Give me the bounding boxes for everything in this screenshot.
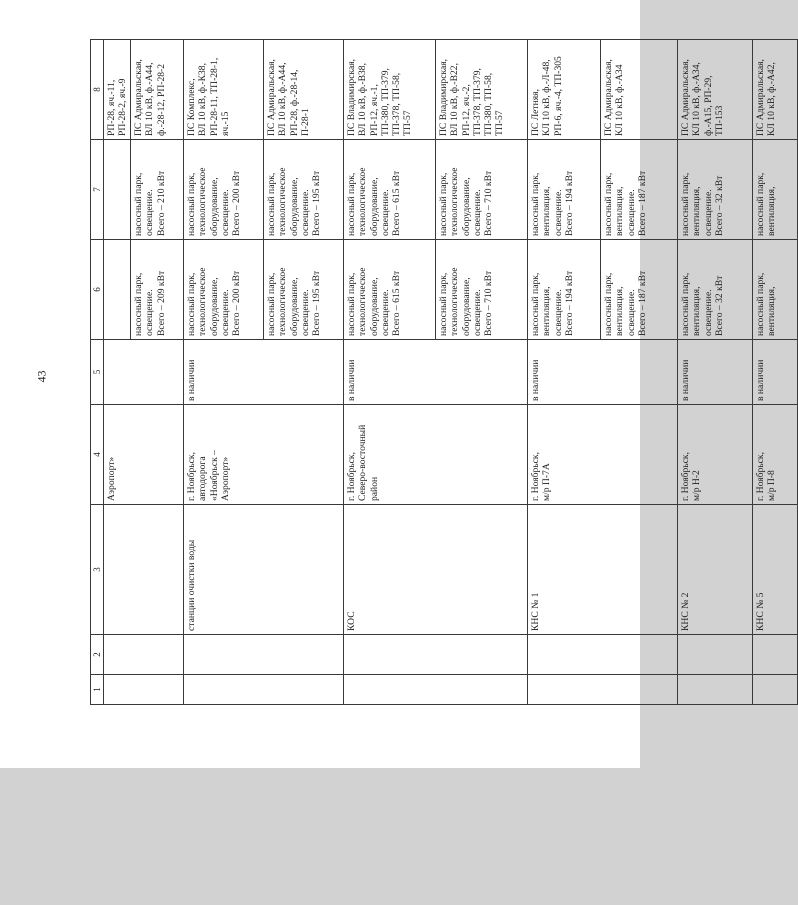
cell-line: Всего – 187 кВт — [636, 270, 648, 336]
cell-line: КЛ 10 кВ, ф.-А34, — [691, 62, 703, 136]
cell-line: оборудование, — [368, 277, 380, 336]
cell-line: технологическое — [357, 167, 369, 236]
load-cell — [528, 240, 601, 340]
col1-cell — [184, 675, 344, 705]
cell-line: Аэропорт» — [106, 456, 117, 501]
cell-line: м/р П-8 — [766, 470, 778, 501]
col2-cell — [528, 635, 678, 675]
cell-line: насосный парк, — [755, 172, 767, 236]
consumption-cell — [528, 140, 601, 240]
cell-line: г. Ноябрьск, — [530, 452, 542, 501]
cell-line: яч.-15 — [219, 111, 231, 136]
facility-location-cell — [528, 405, 678, 505]
cell-line: ПС Адмиральская, — [755, 59, 767, 136]
table-row — [344, 40, 436, 705]
cell-line: Всего – 32 кВт — [713, 175, 725, 236]
availability-cell: в наличии — [344, 340, 528, 405]
col2-cell — [753, 635, 798, 675]
availability-cell: в наличии — [678, 340, 753, 405]
facility-name-cell: КНС № 5 — [753, 505, 798, 635]
col-number: 8 — [91, 40, 104, 140]
col2-cell — [344, 635, 528, 675]
rotated-table-wrapper — [90, 40, 778, 705]
load-cell — [104, 240, 131, 340]
consumption-cell — [678, 140, 753, 240]
cell-line: насосный парк, — [530, 172, 542, 236]
cell-line: насосный парк, — [186, 172, 198, 236]
cell-line: ПС Владимирская, — [438, 58, 450, 136]
power-source-cell — [344, 40, 436, 140]
cell-line: освещение. — [219, 189, 231, 236]
cell-line: Всего – 195 кВт — [310, 170, 322, 236]
power-source-cell — [528, 40, 601, 140]
facility-table — [90, 39, 798, 705]
cell-line: РП-28-2, яч.-9 — [117, 78, 129, 136]
cell-line: ПС Летняя, — [530, 89, 542, 136]
table-row — [678, 40, 753, 705]
facility-name-cell: КНС № 2 — [678, 505, 753, 635]
cell-line: ПС Владимирская, — [346, 58, 358, 136]
cell-line: насосный парк, — [186, 272, 198, 336]
cell-line: освещение. — [625, 189, 637, 236]
col-number: 6 — [91, 240, 104, 340]
col1-cell — [753, 675, 798, 705]
col-number: 2 — [91, 635, 104, 675]
cell-line: ВЛ 10 кВ, ф.-В22, — [449, 63, 461, 136]
col2-cell — [678, 635, 753, 675]
cell-line: освещение. — [702, 289, 714, 336]
cell-line: оборудование, — [288, 277, 300, 336]
consumption-cell — [264, 140, 344, 240]
cell-line: вентиляция, — [691, 186, 703, 236]
cell-line: Всего – 194 кВт — [563, 170, 575, 236]
cell-line: г. Ноябрьск, — [680, 452, 692, 501]
column-number-row — [91, 40, 104, 705]
cell-line: ТП-153 — [713, 105, 725, 136]
cell-line: ПС Адмиральская, — [603, 59, 615, 136]
cell-line: ТП-57 — [493, 110, 505, 136]
power-source-cell — [131, 40, 184, 140]
cell-line: оборудование, — [288, 177, 300, 236]
col2-cell — [104, 635, 184, 675]
facility-name-cell: КОС — [344, 505, 528, 635]
cell-line: Всего – 210 кВт — [155, 170, 167, 236]
cell-line: РП-28, ф.-28-14, — [288, 69, 300, 136]
cell-line: район — [368, 476, 380, 501]
cell-line: ПС Адмиральская, — [266, 59, 278, 136]
cell-line: насосный парк, — [346, 172, 358, 236]
load-cell — [264, 240, 344, 340]
cell-line: освещение. — [702, 189, 714, 236]
availability-cell — [104, 340, 184, 405]
cell-line: КЛ 10 кВ, ф.-Л-48, — [541, 59, 553, 136]
cell-line: г. Ноябрьск, — [186, 452, 198, 501]
cell-line: РП-12, яч.-2, — [460, 84, 472, 136]
cell-line: освещение. — [144, 189, 156, 236]
cell-line: освещение. — [144, 289, 156, 336]
cell-line: насосный парк, — [438, 272, 450, 336]
cell-line: вентиляция, — [541, 286, 553, 336]
cell-line: оборудование, — [368, 177, 380, 236]
cell-line: технологическое — [197, 167, 209, 236]
cell-line: освещение. — [219, 289, 231, 336]
cell-line: освещение. — [552, 289, 564, 336]
cell-line: насосный парк, — [133, 272, 145, 336]
power-source-cell — [678, 40, 753, 140]
cell-line: ВЛ 10 кВ, ф.-А44, — [144, 62, 156, 136]
cell-line: РП-12, яч.-1, — [368, 84, 380, 136]
facility-location-cell — [753, 405, 798, 505]
cell-line: ПС Комплекс, — [186, 78, 198, 136]
col1-cell — [104, 675, 184, 705]
consumption-cell — [104, 140, 131, 240]
cell-line: Всего – 195 кВт — [310, 270, 322, 336]
cell-line: освещение. — [379, 189, 391, 236]
cell-line: насосный парк, — [438, 172, 450, 236]
cell-line: оборудование, — [208, 177, 220, 236]
availability-cell: в наличии — [184, 340, 344, 405]
cell-line: освещение. — [552, 189, 564, 236]
cell-line: технологическое — [449, 267, 461, 336]
consumption-cell — [184, 140, 264, 240]
col-number: 4 — [91, 405, 104, 505]
col-number: 1 — [91, 675, 104, 705]
cell-line: освещение. — [299, 189, 311, 236]
cell-line: освещение. — [625, 289, 637, 336]
cell-line: Всего – 200 кВт — [230, 270, 242, 336]
load-cell — [753, 240, 798, 340]
col1-cell — [528, 675, 678, 705]
table-body — [104, 40, 798, 705]
cell-line: насосный парк, — [530, 272, 542, 336]
availability-cell: в наличии — [753, 340, 798, 405]
col1-cell — [678, 675, 753, 705]
cell-line: ВЛ 10 кВ, ф.-К38, — [197, 63, 209, 136]
power-source-cell — [264, 40, 344, 140]
cell-line: ТП-378, ТП-379, — [471, 68, 483, 136]
cell-line: оборудование, — [460, 277, 472, 336]
cell-line: насосный парк, — [603, 272, 615, 336]
facility-name-cell: КНС № 1 — [528, 505, 678, 635]
cell-line: Всего – 209 кВт — [155, 270, 167, 336]
cell-line: ТП-57 — [401, 110, 413, 136]
cell-line: вентиляция, — [766, 186, 778, 236]
cell-line: технологическое — [197, 267, 209, 336]
cell-line: г. Ноябрьск, — [346, 452, 358, 501]
cell-line: насосный парк, — [133, 172, 145, 236]
cell-line: П-28-1 — [299, 108, 311, 136]
table-row — [528, 40, 601, 705]
power-source-cell — [184, 40, 264, 140]
col2-cell — [184, 635, 344, 675]
facility-location-cell — [678, 405, 753, 505]
cell-line: насосный парк, — [346, 272, 358, 336]
cell-line: Аэропорт» — [219, 456, 231, 501]
cell-line: автодорога — [197, 456, 209, 501]
consumption-cell — [344, 140, 436, 240]
page-number: 43 — [34, 370, 49, 383]
load-cell — [131, 240, 184, 340]
cell-line: вентиляция, — [614, 286, 626, 336]
load-cell — [436, 240, 528, 340]
power-source-cell — [753, 40, 798, 140]
load-cell — [601, 240, 678, 340]
cell-line: РП-28-11, ТП-28-1, — [208, 57, 220, 136]
cell-line: ВЛ 10 кВ, ф.-В38, — [357, 63, 369, 136]
cell-line: вентиляция, — [541, 186, 553, 236]
consumption-cell — [753, 140, 798, 240]
cell-line: Всего – 200 кВт — [230, 170, 242, 236]
cell-line: освещение. — [471, 289, 483, 336]
power-source-cell — [436, 40, 528, 140]
cell-line: РП-6, яч.-4, ТП-305 — [552, 56, 564, 136]
facility-location-cell — [184, 405, 344, 505]
cell-line: м/р П-7А — [541, 463, 553, 501]
cell-line: Всего – 194 кВт — [563, 270, 575, 336]
cell-line: Всего – 710 кВт — [482, 270, 494, 336]
cell-line: КЛ 10 кВ, ф.-А34 — [614, 64, 626, 136]
col1-cell — [344, 675, 528, 705]
cell-line: насосный парк, — [266, 272, 278, 336]
load-cell — [678, 240, 753, 340]
cell-line: освещение. — [471, 189, 483, 236]
col-number: 3 — [91, 505, 104, 635]
cell-line: «Ноябрьск – — [208, 450, 220, 501]
load-cell — [184, 240, 264, 340]
cell-line: ПС Адмиральская, — [133, 59, 145, 136]
table-row — [184, 40, 264, 705]
cell-line: РП-28, яч.-11, — [106, 79, 117, 136]
cell-line: насосный парк, — [755, 272, 767, 336]
cell-line: технологическое — [357, 267, 369, 336]
cell-line: Всего – 710 кВт — [482, 170, 494, 236]
cell-line: Всего – 615 кВт — [390, 270, 402, 336]
cell-line: насосный парк, — [680, 172, 692, 236]
cell-line: насосный парк, — [680, 272, 692, 336]
availability-cell: в наличии — [528, 340, 678, 405]
cell-line: технологическое — [277, 267, 289, 336]
table-row — [753, 40, 798, 705]
power-source-cell — [104, 40, 131, 140]
table-row — [104, 40, 131, 705]
power-source-cell — [601, 40, 678, 140]
facility-name-cell — [104, 505, 184, 635]
facility-name-cell: станции очистки воды — [184, 505, 344, 635]
cell-line: вентиляция, — [766, 286, 778, 336]
cell-line: ПС Адмиральская, — [680, 59, 692, 136]
cell-line: КЛ 10 кВ, ф.-А42, — [766, 62, 778, 136]
cell-line: ТП-380, ТП-379, — [379, 68, 391, 136]
cell-line: оборудование, — [460, 177, 472, 236]
cell-line: насосный парк, — [603, 172, 615, 236]
cell-line: Всего – 32 кВт — [713, 275, 725, 336]
cell-line: освещение. — [299, 289, 311, 336]
load-cell — [344, 240, 436, 340]
cell-line: ТП-378, ТП-58, — [390, 72, 402, 136]
facility-location-cell — [344, 405, 528, 505]
cell-line: вентиляция, — [691, 286, 703, 336]
cell-line: Всего – 615 кВт — [390, 170, 402, 236]
cell-line: технологическое — [449, 167, 461, 236]
cell-line: Северо-восточный — [357, 424, 369, 501]
cell-line: оборудование, — [208, 277, 220, 336]
cell-line: насосный парк, — [266, 172, 278, 236]
consumption-cell — [131, 140, 184, 240]
col-number: 5 — [91, 340, 104, 405]
consumption-cell — [601, 140, 678, 240]
cell-line: г. Ноябрьск, — [755, 452, 767, 501]
cell-line: ф.-28-12, РП-28-2 — [155, 63, 167, 136]
cell-line: ф.-А15, РП-29, — [702, 75, 714, 136]
cell-line: ТП-380, ТП-58, — [482, 72, 494, 136]
col-number: 7 — [91, 140, 104, 240]
cell-line: освещение. — [379, 289, 391, 336]
cell-line: технологическое — [277, 167, 289, 236]
facility-location-cell — [104, 405, 184, 505]
consumption-cell — [436, 140, 528, 240]
cell-line: ВЛ 10 кВ, ф.-А44, — [277, 62, 289, 136]
cell-line: Всего – 187 кВт — [636, 170, 648, 236]
cell-line: вентиляция, — [614, 186, 626, 236]
cell-line: м/р Н-2 — [691, 470, 703, 501]
